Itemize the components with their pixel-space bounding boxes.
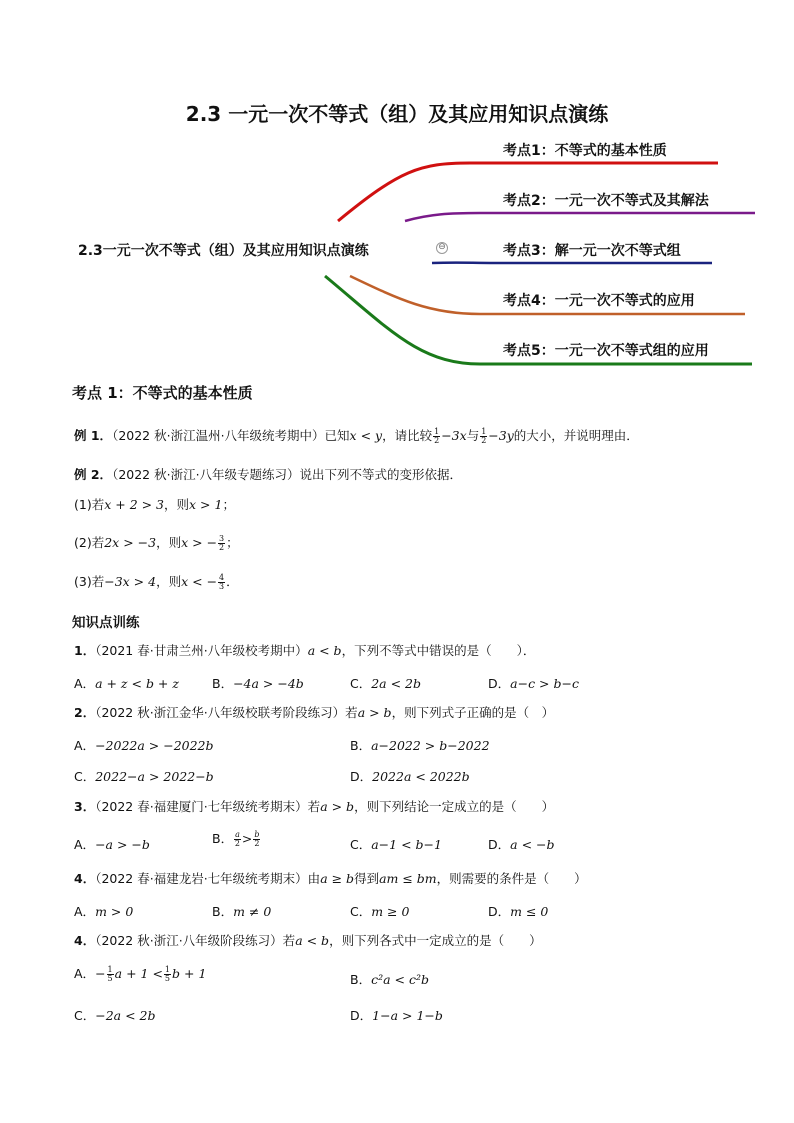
mindmap-branch-2: 考点2：一元一次不等式及其解法 (503, 193, 709, 209)
question-1-stem: 1．（2021 春·甘肃兰州·八年级校考期中）a < b，下列不等式中错误的是（ ）． (74, 643, 536, 658)
example-2-label: 例 2． (74, 467, 113, 482)
mindmap-branch-1: 考点1：不等式的基本性质 (503, 143, 667, 159)
question-4-option-d[interactable]: D．m ≤ 0 (488, 904, 549, 919)
question-2-stem: 2．（2022 秋·浙江金华·八年级校联考阶段练习）若a > b，则下列式子正确的是（ ） (74, 705, 555, 720)
question-2-option-b[interactable]: B．a−2022 > b−2022 (350, 738, 490, 753)
example-1-text-2: 的大小，并说明理由． (513, 428, 639, 443)
question-1-option-b[interactable]: B．−4a > −4b (212, 676, 304, 691)
question-5-option-b[interactable]: B．c²a < c²b (350, 972, 429, 987)
practice-heading: 知识点训练 (72, 615, 140, 631)
example-1-and: 与 (466, 428, 480, 443)
mindmap-root: 2.3一元一次不等式（组）及其应用知识点演练 (78, 243, 369, 259)
fraction-half-1: $\frac{1}{2}$ (434, 427, 440, 445)
example-2-text: （2022 秋·浙江·八年级专题练习）说出下列不等式的变形依据． (112, 467, 463, 482)
question-4-option-a[interactable]: A．m > 0 (74, 904, 134, 919)
fraction-half-2: $\frac{1}{2}$ (481, 427, 487, 445)
example-1-expr-2: −3y (488, 428, 514, 443)
mindmap-branch-4: 考点4：一元一次不等式的应用 (503, 293, 695, 309)
example-2-item-2: (2)若2x > −3，则x > − $\frac{3}{2}$ ； (74, 534, 239, 552)
question-3-option-d[interactable]: D．a < −b (488, 837, 555, 852)
example-1 (74, 428, 639, 445)
example-1-label: 例 1． (74, 428, 113, 443)
section-heading: 考点 1：不等式的基本性质 (72, 384, 253, 402)
question-3-option-b[interactable]: B． $\frac{a}{2}$ > $\frac{b}{2}$ (212, 830, 260, 848)
question-5-option-c[interactable]: C．−2a < 2b (74, 1008, 156, 1023)
example-1-expr-1: −3x (441, 428, 467, 443)
question-4-option-c[interactable]: C．m ≥ 0 (350, 904, 410, 919)
question-4-option-b[interactable]: B．m ≠ 0 (212, 904, 272, 919)
question-1-option-c[interactable]: C．2a < 2b (350, 676, 422, 691)
question-1-option-a[interactable]: A．a + z < b + z (74, 676, 179, 691)
example-2 (74, 467, 462, 483)
example-1-source: （2022 秋·浙江温州·八年级统考期中）已知 (112, 428, 350, 443)
question-4-stem: 4．（2022 春·福建龙岩·七年级统考期末）由a ≥ b得到am ≤ bm，则需要的条件是（ ） (74, 871, 587, 886)
question-1-option-d[interactable]: D．a−c > b−c (488, 676, 579, 691)
example-1-condition: x < y (349, 428, 383, 443)
question-5-stem: 4．（2022 秋·浙江·八年级阶段练习）若a < b，则下列各式中一定成立的是（ ） (74, 933, 542, 948)
question-3-stem: 3．（2022 春·福建厦门·七年级统考期末）若a > b，则下列结论一定成立的是（ ） (74, 799, 555, 814)
question-2-option-d[interactable]: D．2022a < 2022b (350, 769, 470, 784)
question-5-option-d[interactable]: D．1−a > 1−b (350, 1008, 443, 1023)
mindmap-branch-3: 考点3：解一元一次不等式组 (503, 243, 681, 259)
question-2-option-c[interactable]: C．2022−a > 2022−b (74, 769, 214, 784)
example-2-item-1: (1)若x + 2 > 3，则x > 1； (74, 497, 235, 512)
question-2-option-a[interactable]: A．−2022a > −2022b (74, 738, 214, 753)
branch-connector-2 (405, 213, 755, 221)
example-2-item-3: (3)若−3x > 4，则x < − $\frac{4}{3}$ ． (74, 573, 239, 591)
question-3-option-a[interactable]: A．−a > −b (74, 837, 150, 852)
question-3-option-c[interactable]: C．a−1 < b−1 (350, 837, 442, 852)
page-title: 2.3 一元一次不等式（组）及其应用知识点演练 (185, 102, 609, 126)
question-5-option-a[interactable]: A．− $\frac{1}{5}$ a + 1 < $\frac{1}{5}$ b + 1 (74, 965, 207, 983)
example-1-text: ，请比较 (382, 428, 433, 443)
collapse-icon[interactable]: ⊖ (436, 242, 448, 254)
mindmap-branch-5: 考点5：一元一次不等式组的应用 (503, 343, 709, 359)
